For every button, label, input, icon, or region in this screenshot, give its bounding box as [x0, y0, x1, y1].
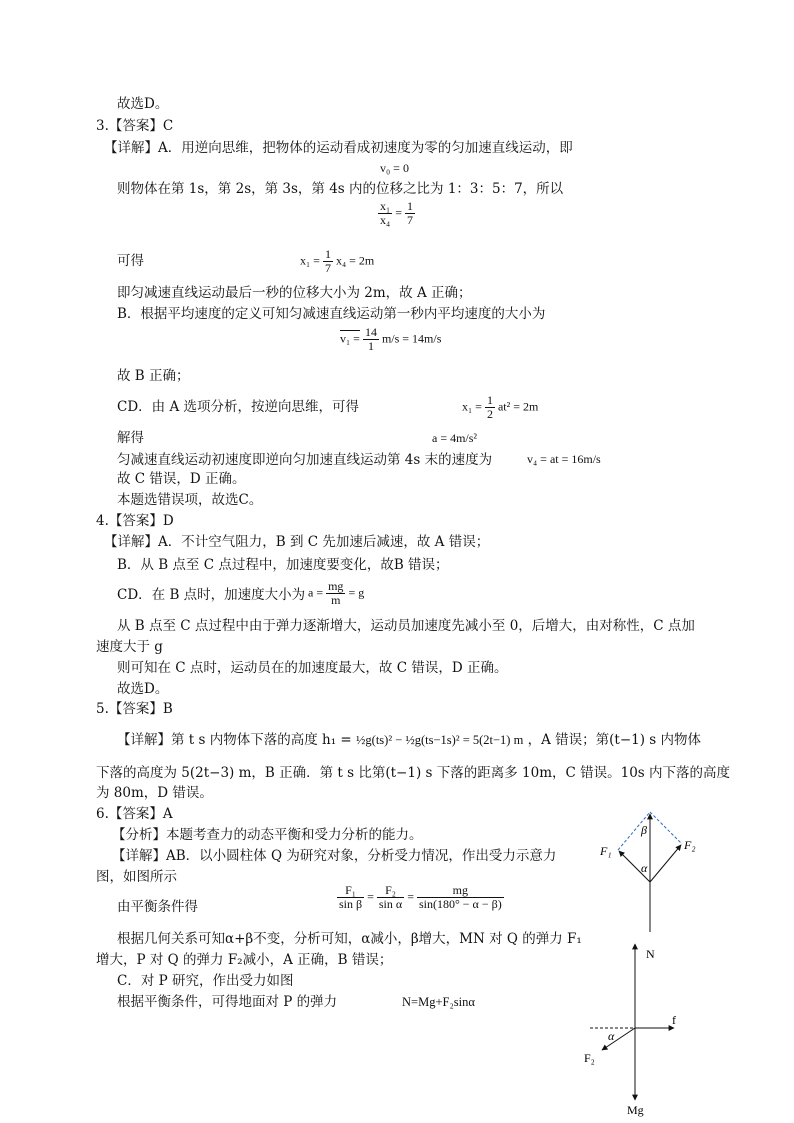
q5-line-3: 为 80m，D 错误。 [96, 785, 213, 801]
q3-eq-x1: x₁ = $\frac{1}{7}$ x₄ = 2m [300, 247, 375, 275]
q5-line-1 [117, 731, 701, 749]
q4-cd-conclusion: 则可知在 C 点时，运动员在的加速度最大，故 C 错误，D 正确。 [117, 660, 508, 676]
q6-detail-1: 【详解】AB．以小圆柱体 Q 为研究对象，分析受力情况，作出受力示意力 [112, 848, 557, 864]
fig1-f2-label: F₂ [684, 838, 696, 852]
q3-eq-cd: x₁ = $\frac{1}{2}$ at² = 2m [462, 393, 539, 421]
q6-detail-geometry: 根据几何关系可知α+β不变，分析可知，α减小，β增大，MN 对 Q 的弹力 F₁ [117, 931, 582, 947]
q3-option-cd-text: CD．由 A 选项分析，按逆向思维，可得 [117, 399, 359, 415]
q5-eq-height: ½g(ts)² − ½g(ts−1s)² = 5(2t−1) m [356, 733, 524, 747]
q3-option-a-text: 【详解】A．用逆向思维，把物体的运动看成初速度为零的匀加速直线运动，即 [104, 140, 573, 156]
fig2-n-label: N [646, 947, 655, 961]
q3-b-conclusion: 故 B 正确； [117, 368, 190, 384]
q6-eq-normal: N=Mg+F₂sinα [402, 995, 475, 1009]
q3-a-conclusion: 即匀减速直线运动最后一秒的位移大小为 2m，故 A 正确； [117, 285, 472, 301]
q3-eq-ratio: $\frac{\text{x₁}}{\text{x₄}}$ = $\frac{1}{7}$ [380, 199, 413, 227]
q6-option-c-2: 根据平衡条件，可得地面对 P 的弹力 [117, 994, 338, 1010]
q3-solve-text: 解得 [117, 430, 144, 446]
q6-analysis: 【分析】本题考查力的动态平衡和受力分析的能力。 [112, 827, 423, 843]
q5-line-2: 下落的高度为 5(2t−3) m，B 正确．第 t s 比第(t−1) s 下落的距离多 10m，C 错误。10s 内下落的高度 [96, 765, 731, 781]
q5-line-1-post: ，A 错误；第(t−1) s 内物体 [527, 732, 702, 748]
q4-option-b-text: B．从 B 点至 C 点过程中，加速度要变化，故B 错误； [117, 557, 449, 573]
q3-velocity-text: 匀减速直线运动初速度即逆向匀加速直线运动第 4s 末的速度为 [117, 452, 493, 468]
q3-answer-heading: 3.【答案】C [96, 118, 174, 134]
q3-final: 本题选错误项，故选C。 [117, 492, 263, 508]
f2-vector-p [602, 1028, 635, 1050]
fig2-f-label: f [672, 1013, 676, 1027]
q3-thus-text: 可得 [117, 253, 144, 269]
fig2-mg-label: Mg [627, 1103, 644, 1117]
q3-eq-v4: v₄ = at = 16m/s [527, 452, 601, 466]
q6-detail-conclusion: 增大，P 对 Q 的弹力 F₂减小，A 正确，B 错误； [96, 952, 393, 968]
q4-final: 故选D。 [117, 681, 169, 697]
q4-eq-accel: a = $\frac{mg}{m}$ = g [308, 579, 365, 607]
q6-answer-heading: 6.【答案】A [96, 806, 173, 822]
q3-cd-conclusion: 故 C 错误，D 正确。 [117, 471, 246, 487]
q3-eq-a: a = 4m/s² [432, 431, 478, 445]
q5-line-1-pre: 【详解】第 t s 内物体下落的高度 h₁ = [117, 732, 352, 748]
fig1-f1-label: F₁ [600, 844, 612, 858]
q6-balance-text: 由平衡条件得 [117, 899, 198, 915]
q2-conclusion: 故选D。 [117, 96, 169, 112]
fig1-beta-label: β [641, 823, 647, 837]
q6-option-c: C．对 P 研究，作出受力如图 [117, 973, 294, 989]
q6-eq-lami: $\frac{\text{F₁}}{\text{sin β}}$ = $\frac{\text{F₂}}{\text{sin α}}$ = $\frac{mg}{\sin(180^\circ - \alpha - \beta)}$ [339, 883, 502, 911]
q3-eq-v0: v₀ = 0 [380, 161, 409, 175]
dashed-line-right [650, 812, 682, 844]
q3-option-b-text: B．根据平均速度的定义可知匀减速直线运动第一秒内平均速度的大小为 [117, 306, 546, 322]
q4-answer-heading: 4.【答案】D [96, 513, 174, 529]
force-diagram-q [590, 806, 710, 936]
fig1-alpha-label: α [641, 861, 648, 875]
q4-option-cd-text: CD．在 B 点时，加速度大小为 [117, 587, 306, 603]
q5-answer-heading: 5.【答案】B [96, 701, 173, 717]
force-diagram-p [578, 940, 690, 1118]
q3-eq-v1: v₁ = $\frac{14}{1}$ m/s = 14m/s [340, 325, 442, 353]
q4-option-a-text: 【详解】A．不计空气阻力，B 到 C 先加速后减速，故 A 错误； [104, 534, 490, 550]
q6-detail-2: 图，如图所示 [96, 869, 177, 885]
q3-ratio-text: 则物体在第 1s，第 2s，第 3s，第 4s 内的位移之比为 1：3：5：7，所以 [117, 181, 564, 197]
q4-elastic-text: 从 B 点至 C 点过程中由于弹力逐渐增大，运动员加速度先减小至 0，后增大，由对称性，C 点加 [117, 618, 695, 634]
fig2-alpha-label: α [608, 1029, 615, 1043]
f2-vector [650, 845, 681, 882]
fig2-f2-label: F₂ [584, 1051, 595, 1065]
q4-elastic-text-2: 速度大于 g [96, 639, 163, 655]
